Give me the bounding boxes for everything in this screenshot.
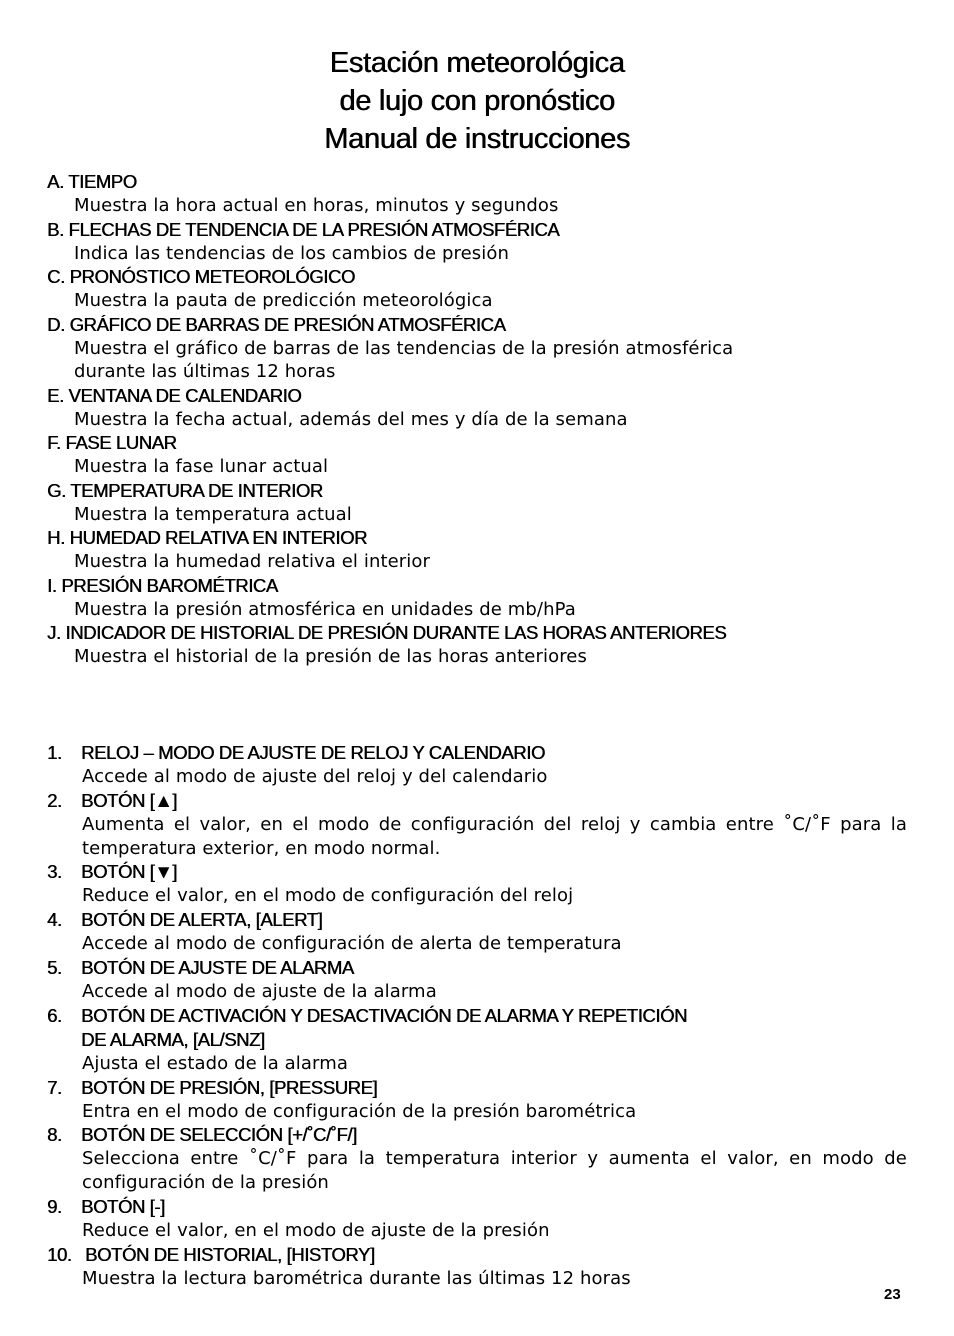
display-item-i bbox=[47, 574, 917, 622]
button-item-description: Aumenta el valor, en el modo de configuración del reloj y cambia entre ˚C/˚F para la temperatura exterior, en modo normal. bbox=[82, 813, 907, 859]
display-item-description: Muestra la hora actual en horas, minutos y segundos bbox=[74, 195, 559, 216]
display-item-c bbox=[47, 265, 917, 313]
display-item-heading: G. TEMPERATURA DE INTERIOR bbox=[47, 479, 323, 501]
button-item-number: 7. bbox=[47, 1076, 62, 1098]
button-item-number: 5. bbox=[47, 956, 62, 978]
button-item-heading bbox=[47, 1004, 907, 1028]
display-item-heading: F. FASE LUNAR bbox=[47, 432, 177, 453]
button-item-description: Reduce el valor, en el modo de ajuste de la presión bbox=[82, 1219, 550, 1241]
button-item-heading bbox=[47, 1195, 907, 1219]
display-items-list bbox=[47, 170, 917, 669]
button-item-label: BOTÓN DE HISTORIAL, [HISTORY] bbox=[85, 1243, 375, 1265]
display-item-a bbox=[47, 170, 917, 218]
button-item-heading bbox=[47, 741, 907, 765]
button-item-1 bbox=[47, 741, 907, 789]
button-item-heading bbox=[47, 1243, 907, 1267]
display-item-description: Indica las tendencias de los cambios de presión bbox=[74, 242, 509, 264]
button-item-heading bbox=[47, 860, 907, 884]
buttons-list bbox=[47, 741, 907, 1291]
button-item-7 bbox=[47, 1076, 907, 1124]
display-item-heading: A. TIEMPO bbox=[47, 171, 137, 192]
display-item-e bbox=[47, 384, 917, 432]
button-item-number: 4. bbox=[47, 909, 62, 931]
display-item-b bbox=[47, 218, 917, 266]
button-item-label: RELOJ – MODO DE AJUSTE DE RELOJ Y CALENDARIO bbox=[81, 742, 545, 763]
title-line-2: de lujo con pronóstico bbox=[339, 85, 615, 117]
display-item-d bbox=[47, 313, 917, 384]
display-item-heading: D. GRÁFICO DE BARRAS DE PRESIÓN ATMOSFÉRICA bbox=[47, 313, 506, 335]
button-item-label-continued: DE ALARMA, [AL/SNZ] bbox=[81, 1028, 265, 1050]
button-item-label: BOTÓN [▲] bbox=[81, 789, 177, 811]
button-item-label: BOTÓN [-] bbox=[81, 1195, 165, 1217]
button-item-heading bbox=[47, 789, 907, 813]
button-item-heading bbox=[47, 956, 907, 980]
display-item-j bbox=[47, 621, 917, 669]
display-item-description: Muestra la fase lunar actual bbox=[74, 456, 329, 477]
button-item-3 bbox=[47, 860, 907, 908]
display-item-g bbox=[47, 479, 917, 527]
button-item-heading bbox=[47, 908, 907, 932]
button-item-heading bbox=[47, 1123, 907, 1147]
page-number: 23 bbox=[884, 1286, 901, 1303]
button-item-description: Accede al modo de configuración de alerta de temperatura bbox=[82, 933, 622, 955]
button-item-description: Selecciona entre ˚C/˚F para la temperatura interior y aumenta el valor, en modo de configuración de la presión bbox=[82, 1148, 907, 1194]
button-item-5 bbox=[47, 956, 907, 1004]
display-item-heading: I. PRESIÓN BAROMÉTRICA bbox=[47, 574, 278, 596]
button-item-label: BOTÓN DE ACTIVACIÓN Y DESACTIVACIÓN DE ALARMA Y REPETICIÓN bbox=[81, 1004, 687, 1026]
button-item-6 bbox=[47, 1004, 907, 1076]
button-item-description: Ajusta el estado de la alarma bbox=[82, 1052, 348, 1074]
title-line-1: Estación meteorológica bbox=[329, 47, 625, 79]
button-item-number: 8. bbox=[47, 1124, 62, 1146]
button-item-number: 6. bbox=[47, 1004, 62, 1026]
button-item-number: 1. bbox=[47, 742, 62, 763]
button-item-10 bbox=[47, 1243, 907, 1291]
button-item-8 bbox=[47, 1123, 907, 1195]
display-item-heading: C. PRONÓSTICO METEOROLÓGICO bbox=[47, 266, 355, 287]
button-item-description: Entra en el modo de configuración de la presión barométrica bbox=[82, 1100, 637, 1122]
button-item-label: BOTÓN DE ALERTA, [ALERT] bbox=[81, 909, 323, 931]
button-item-number: 3. bbox=[47, 861, 62, 883]
display-item-heading: E. VENTANA DE CALENDARIO bbox=[47, 384, 302, 406]
display-item-heading: J. INDICADOR DE HISTORIAL DE PRESIÓN DURANTE LAS HORAS ANTERIORES bbox=[47, 622, 727, 643]
button-item-description: Muestra la lectura barométrica durante las últimas 12 horas bbox=[82, 1267, 631, 1289]
display-item-description-continued: durante las últimas 12 horas bbox=[74, 361, 336, 382]
button-item-number: 2. bbox=[47, 789, 62, 811]
display-item-description: Muestra el gráfico de barras de las tendencias de la presión atmosférica bbox=[74, 337, 734, 359]
button-item-label: BOTÓN DE AJUSTE DE ALARMA bbox=[81, 956, 354, 978]
display-item-description: Muestra la fecha actual, además del mes y día de la semana bbox=[74, 408, 628, 430]
button-item-number: 10. bbox=[47, 1243, 72, 1265]
button-item-heading bbox=[47, 1076, 907, 1100]
display-item-heading: B. FLECHAS DE TENDENCIA DE LA PRESIÓN ATMOSFÉRICA bbox=[47, 218, 560, 240]
button-item-number: 9. bbox=[47, 1195, 62, 1217]
display-item-description: Muestra el historial de la presión de las horas anteriores bbox=[74, 646, 587, 667]
title-line-3: Manual de instrucciones bbox=[324, 123, 630, 155]
display-item-description: Muestra la presión atmosférica en unidades de mb/hPa bbox=[74, 598, 576, 620]
display-item-h bbox=[47, 526, 917, 574]
button-item-label: BOTÓN DE PRESIÓN, [PRESSURE] bbox=[81, 1076, 378, 1098]
display-item-description: Muestra la temperatura actual bbox=[74, 503, 352, 525]
button-item-number-spacer bbox=[47, 1028, 81, 1052]
display-item-description: Muestra la pauta de predicción meteorológica bbox=[74, 290, 493, 311]
button-item-description: Accede al modo de ajuste del reloj y del calendario bbox=[82, 766, 548, 787]
display-item-description: Muestra la humedad relativa el interior bbox=[74, 551, 431, 572]
display-item-f bbox=[47, 431, 917, 479]
button-item-label: BOTÓN [▼] bbox=[81, 861, 177, 883]
page-title bbox=[0, 44, 954, 158]
button-item-4 bbox=[47, 908, 907, 956]
button-item-description: Reduce el valor, en el modo de configuración del reloj bbox=[82, 885, 574, 907]
button-item-label: BOTÓN DE SELECCIÓN [+/˚C/˚F/] bbox=[81, 1124, 357, 1146]
button-item-2 bbox=[47, 789, 907, 861]
button-item-9 bbox=[47, 1195, 907, 1243]
display-item-heading: H. HUMEDAD RELATIVA EN INTERIOR bbox=[47, 527, 367, 548]
button-item-heading-continued bbox=[47, 1028, 907, 1052]
button-item-description: Accede al modo de ajuste de la alarma bbox=[82, 980, 437, 1002]
